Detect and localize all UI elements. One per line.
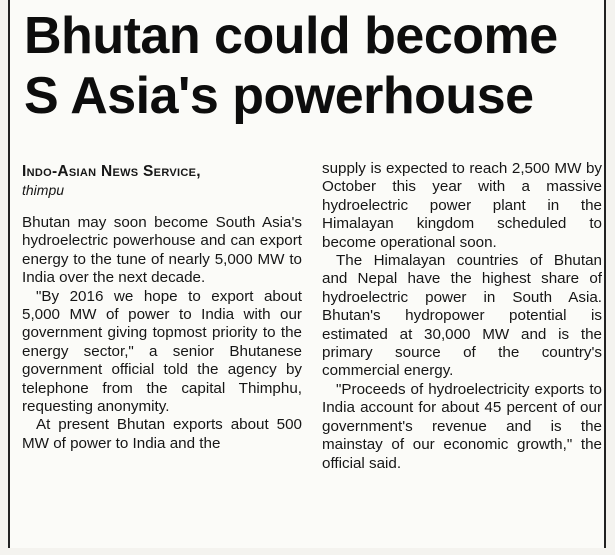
paragraph: The Himalayan countries of Bhutan and Nepal have the highest share of hydroelectric power in South Asia. Bhutan's hydropower potential is estimated at 30,000 MW and is the primary source of the country's commercial energy.: [322, 252, 602, 380]
paragraph: "By 2016 we hope to export about 5,000 MW of power to India with our government giving topmost priority to the energy sector," a senior Bhutanese government official told the agency by telephone from the capital Thimphu, requesting anonymity.: [22, 287, 302, 416]
headline: [24, 6, 558, 126]
headline-line-1: Bhutan could become: [24, 7, 558, 65]
article-column-right: [322, 160, 602, 473]
paragraph: supply is expected to reach 2,500 MW by October this year with a massive hydroelectric power plant in the Himalayan kingdom scheduled to become operational soon.: [322, 160, 602, 251]
article-column-left: [22, 160, 302, 453]
paragraph: "Proceeds of hydroelectricity exports to India account for about 45 percent of our government's revenue and is the mainstay of our economic growth," the official said.: [322, 380, 602, 472]
byline: Indo-Asian News Service,: [22, 163, 201, 180]
headline-line-2: S Asia's powerhouse: [24, 67, 534, 125]
news-clipping: [8, 0, 606, 548]
paragraph: Bhutan may soon become South Asia's hydroelectric powerhouse and can export energy to the tune of nearly 5,000 MW to India over the next decade.: [22, 214, 302, 287]
paragraph: At present Bhutan exports about 500 MW of power to India and the: [22, 416, 302, 452]
dateline: thimpu: [22, 182, 65, 198]
